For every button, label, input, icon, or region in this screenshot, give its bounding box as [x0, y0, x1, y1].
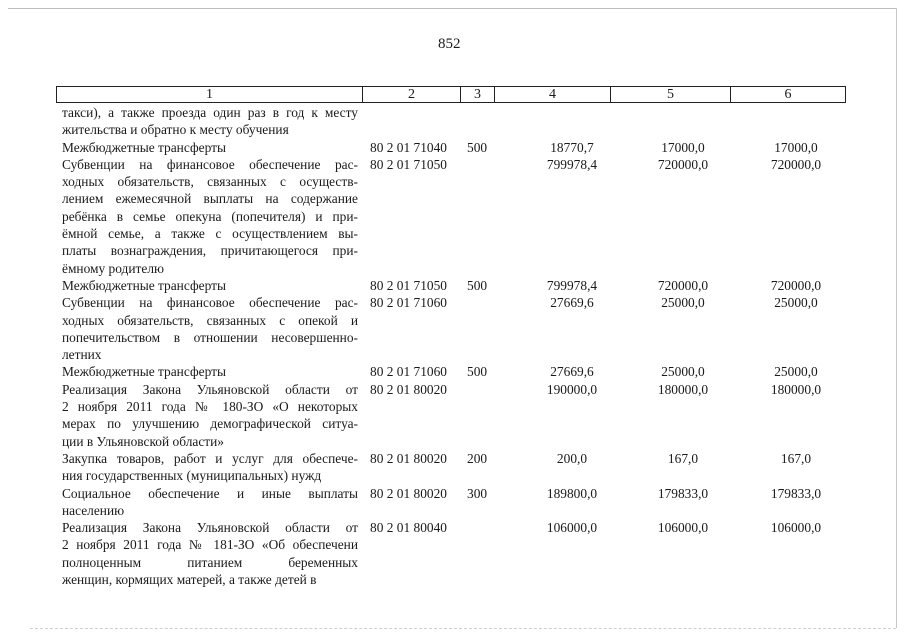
page-number: 852	[438, 36, 461, 52]
page-frame-right	[896, 8, 897, 628]
value-col4: 190000,0	[546, 381, 598, 397]
table-row	[56, 139, 846, 156]
value-col4: 27669,6	[550, 364, 594, 380]
description-line: Реализация Закона Ульяновской области от	[62, 520, 358, 536]
value-col6: 720000,0	[770, 277, 822, 293]
value-col5: 25000,0	[661, 364, 705, 380]
description-line: ребёнка в семье опекуна (попечителя) и при-	[62, 208, 358, 224]
value-col5: 106000,0	[657, 520, 709, 536]
budget-code: 80 2 01 71040	[370, 139, 447, 155]
value-col4: 799978,4	[546, 156, 598, 172]
value-col4: 27669,6	[550, 295, 594, 311]
page-frame-top	[8, 8, 897, 9]
budget-code: 80 2 01 80020	[370, 381, 447, 397]
table-row	[56, 277, 846, 294]
value-col4: 189800,0	[546, 485, 598, 501]
column-header-5: 5	[611, 87, 731, 102]
table-row	[56, 294, 846, 363]
row-description	[56, 104, 358, 139]
row-description	[56, 381, 358, 450]
expense-type: 500	[467, 277, 488, 293]
table-header	[56, 86, 846, 103]
value-col5: 720000,0	[657, 156, 709, 172]
description-line: ции в Ульяновской области»	[62, 433, 224, 449]
budget-code: 80 2 01 71060	[370, 295, 447, 311]
budget-code: 80 2 01 80040	[370, 520, 447, 536]
row-description	[56, 450, 358, 485]
description-line: платы вознаграждения, причитающегося при-	[62, 243, 358, 259]
description-line: женщин, кормящих матерей, а также детей в	[62, 572, 317, 588]
table-row	[56, 104, 846, 139]
expense-type: 500	[467, 364, 488, 380]
table-row	[56, 519, 846, 588]
value-col6: 106000,0	[770, 520, 822, 536]
row-description	[56, 156, 358, 277]
column-header-4: 4	[495, 87, 611, 102]
row-description	[56, 277, 358, 294]
column-header-1: 1	[57, 87, 363, 102]
value-col6: 17000,0	[774, 139, 818, 155]
column-header-6: 6	[784, 87, 792, 102]
description-line: такси), а также проезда один раз в год к месту	[62, 105, 358, 120]
description-line: ния государственных (муниципальных) нужд	[62, 468, 322, 484]
value-col4: 799978,4	[546, 277, 598, 293]
table-row	[56, 156, 846, 277]
expense-type: 200	[467, 450, 488, 466]
value-col6: 180000,0	[770, 381, 822, 397]
description-line: ёмной семье, а также с осуществлением вы-	[62, 226, 358, 242]
value-col6: 167,0	[780, 450, 812, 466]
description-line: ходных обязательств, связанных с осуществ-	[62, 174, 358, 190]
row-description	[56, 363, 358, 380]
row-description	[56, 519, 358, 588]
value-col5: 720000,0	[657, 277, 709, 293]
description-line: Реализация Закона Ульяновской области от	[62, 381, 358, 397]
value-col6: 25000,0	[774, 295, 818, 311]
page-frame-bottom	[30, 628, 896, 629]
value-col6: 25000,0	[774, 364, 818, 380]
budget-code: 80 2 01 80020	[370, 485, 447, 501]
value-col6: 720000,0	[770, 156, 822, 172]
row-description	[56, 139, 358, 156]
description-line: мерах по улучшению демографической ситуа-	[62, 416, 358, 432]
description-line: Субвенции на финансовое обеспечение рас-	[62, 295, 358, 311]
description-line: населению	[62, 502, 125, 518]
row-description	[56, 485, 358, 520]
description-line: лением ежемесячной выплаты на содержание	[62, 191, 358, 207]
value-col6: 179833,0	[770, 485, 822, 501]
value-col4: 106000,0	[546, 520, 598, 536]
table-row	[56, 485, 846, 520]
value-col5: 17000,0	[661, 139, 705, 155]
description-line: 2 ноября 2011 года № 180-ЗО «О некоторых	[62, 399, 358, 415]
value-col5: 25000,0	[661, 295, 705, 311]
row-description	[56, 294, 358, 363]
column-header-3: 3	[461, 87, 495, 102]
description-line: полноценным питанием беременных	[62, 554, 358, 570]
value-col4: 200,0	[556, 450, 588, 466]
value-col5: 179833,0	[657, 485, 709, 501]
description-line: ходных обязательств, связанных с опекой и	[62, 312, 358, 328]
description-line: 2 ноября 2011 года № 181-ЗО «Об обеспечени	[62, 537, 358, 553]
value-col5: 180000,0	[657, 381, 709, 397]
value-col5: 167,0	[667, 450, 699, 466]
table-body	[56, 104, 846, 588]
expense-type: 500	[467, 139, 488, 155]
table-row	[56, 381, 846, 450]
description-line: Закупка товаров, работ и услуг для обеспече-	[62, 450, 358, 466]
expense-type: 300	[467, 485, 488, 501]
table-row	[56, 450, 846, 485]
table-row	[56, 363, 846, 380]
description-line: Межбюджетные трансферты	[62, 139, 226, 155]
description-line: Субвенции на финансовое обеспечение рас-	[62, 156, 358, 172]
description-line: попечительством в отношении несовершенно-	[62, 329, 358, 345]
budget-code: 80 2 01 71050	[370, 277, 447, 293]
budget-code: 80 2 01 80020	[370, 450, 447, 466]
value-col4: 18770,7	[550, 139, 594, 155]
description-line: летних	[62, 347, 102, 363]
budget-code: 80 2 01 71050	[370, 156, 447, 172]
description-line: Социальное обеспечение и иные выплаты	[62, 485, 358, 501]
description-line: жительства и обратно к месту обучения	[62, 122, 289, 138]
budget-code: 80 2 01 71060	[370, 364, 447, 380]
description-line: ёмному родителю	[62, 260, 165, 276]
column-header-2: 2	[363, 87, 461, 102]
description-line: Межбюджетные трансферты	[62, 277, 226, 293]
description-line: Межбюджетные трансферты	[62, 364, 226, 380]
